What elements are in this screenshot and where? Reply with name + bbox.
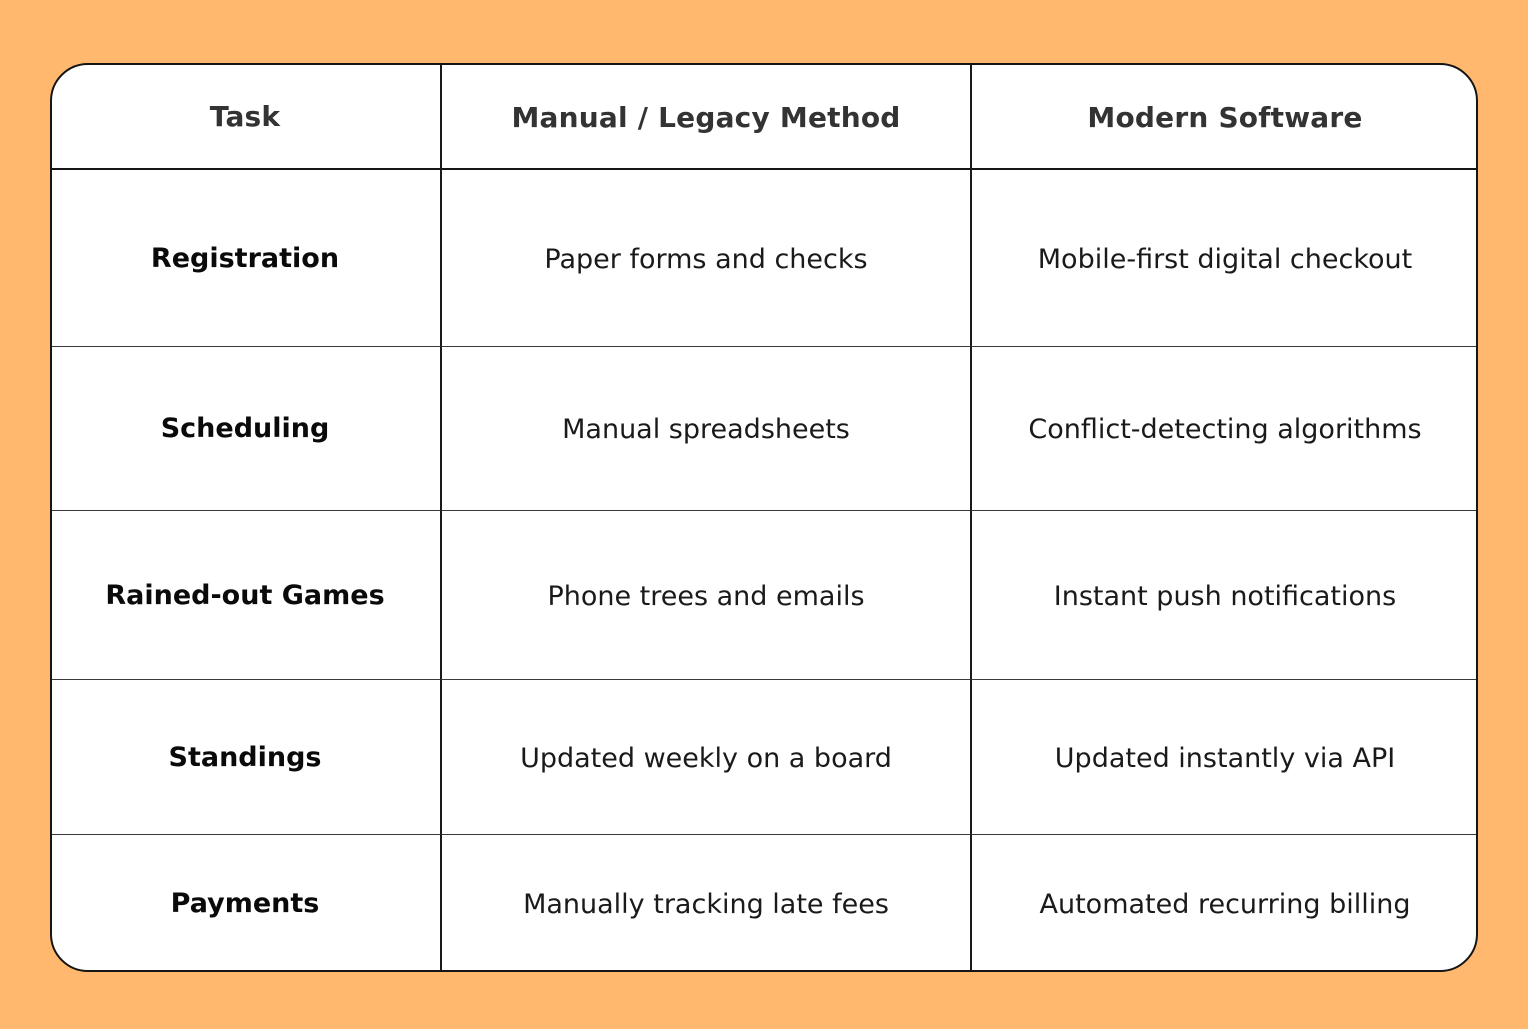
row-rained-out-modern: Instant push notifications [970, 510, 1478, 679]
header-task: Task [52, 65, 440, 170]
row-registration-manual: Paper forms and checks [440, 170, 970, 346]
row-standings-manual: Updated weekly on a board [440, 679, 970, 834]
row-registration-modern: Mobile-first digital checkout [970, 170, 1478, 346]
row-rained-out-task: Rained-out Games [52, 510, 440, 679]
row-payments-task: Payments [52, 834, 440, 972]
table-grid [52, 65, 1476, 970]
row-scheduling-task: Scheduling [52, 346, 440, 510]
row-scheduling-manual: Manual spreadsheets [440, 346, 970, 510]
comparison-table [50, 63, 1478, 972]
row-standings-task: Standings [52, 679, 440, 834]
row-payments-manual: Manually tracking late fees [440, 834, 970, 972]
row-payments-modern: Automated recurring billing [970, 834, 1478, 972]
header-manual-method: Manual / Legacy Method [440, 65, 970, 170]
row-rained-out-manual: Phone trees and emails [440, 510, 970, 679]
row-standings-modern: Updated instantly via API [970, 679, 1478, 834]
header-modern-software: Modern Software [970, 65, 1478, 170]
row-registration-task: Registration [150, 242, 340, 274]
row-scheduling-modern: Conflict-detecting algorithms [970, 346, 1478, 510]
